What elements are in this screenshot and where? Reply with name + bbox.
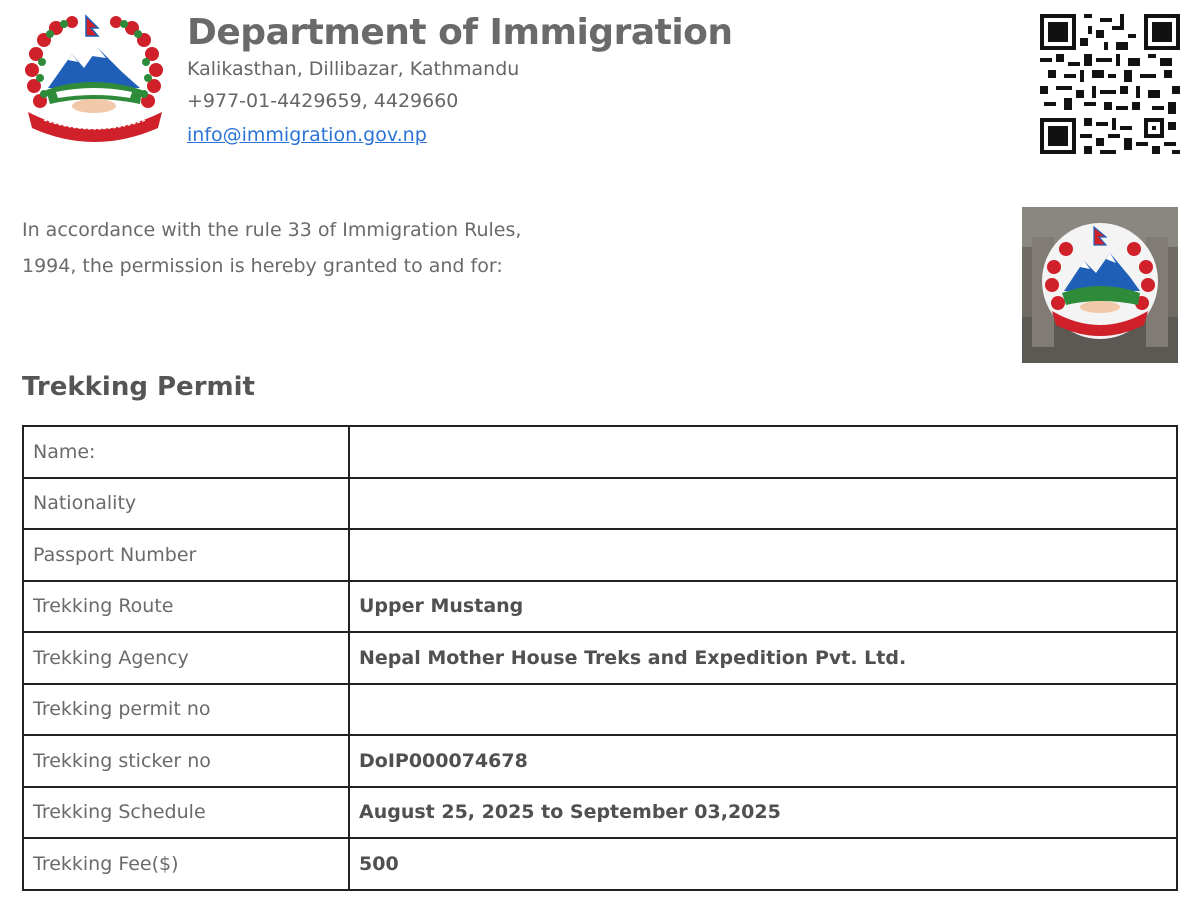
qr-code-icon: [1040, 14, 1180, 154]
table-row: [23, 838, 1177, 890]
row-label-fee: Trekking Fee($): [23, 838, 349, 890]
department-email-link[interactable]: info@immigration.gov.np: [187, 124, 427, 146]
row-value-sticker-no: DoIP000074678: [349, 735, 1177, 787]
row-label-trekking-agency: Trekking Agency: [23, 632, 349, 684]
department-address: Kalikasthan, Dillibazar, Kathmandu: [187, 58, 520, 80]
table-row: [23, 632, 1177, 684]
table-row: [23, 529, 1177, 581]
row-value-schedule: August 25, 2025 to September 03,2025: [349, 787, 1177, 839]
row-label-permit-no: Trekking permit no: [23, 684, 349, 736]
row-label-name: Name:: [23, 426, 349, 478]
table-row: [23, 735, 1177, 787]
row-label-schedule: Trekking Schedule: [23, 787, 349, 839]
table-row: [23, 426, 1177, 478]
row-label-trekking-route: Trekking Route: [23, 581, 349, 633]
row-value-trekking-agency: Nepal Mother House Treks and Expedition Pvt. Ltd.: [349, 632, 1177, 684]
table-row: [23, 478, 1177, 530]
permit-title: Trekking Permit: [22, 372, 255, 402]
department-title: Department of Immigration: [187, 12, 733, 53]
table-row: [23, 684, 1177, 736]
row-value-trekking-route: Upper Mustang: [349, 581, 1177, 633]
row-value-passport-number: [349, 529, 1177, 581]
nepal-emblem-icon: [22, 14, 168, 142]
row-label-passport-number: Passport Number: [23, 529, 349, 581]
row-label-nationality: Nationality: [23, 478, 349, 530]
intro-statement: [22, 212, 622, 284]
applicant-photo: [1022, 207, 1178, 363]
row-value-permit-no: [349, 684, 1177, 736]
table-row: [23, 787, 1177, 839]
intro-line-2: 1994, the permission is hereby granted to and for:: [22, 255, 503, 277]
permit-details-table: [22, 425, 1178, 891]
table-row: [23, 581, 1177, 633]
row-value-nationality: [349, 478, 1177, 530]
intro-line-1: In accordance with the rule 33 of Immigration Rules,: [22, 219, 522, 241]
row-value-name: [349, 426, 1177, 478]
row-label-sticker-no: Trekking sticker no: [23, 735, 349, 787]
row-value-fee: 500: [349, 838, 1177, 890]
department-phone: +977-01-4429659, 4429660: [187, 90, 459, 112]
